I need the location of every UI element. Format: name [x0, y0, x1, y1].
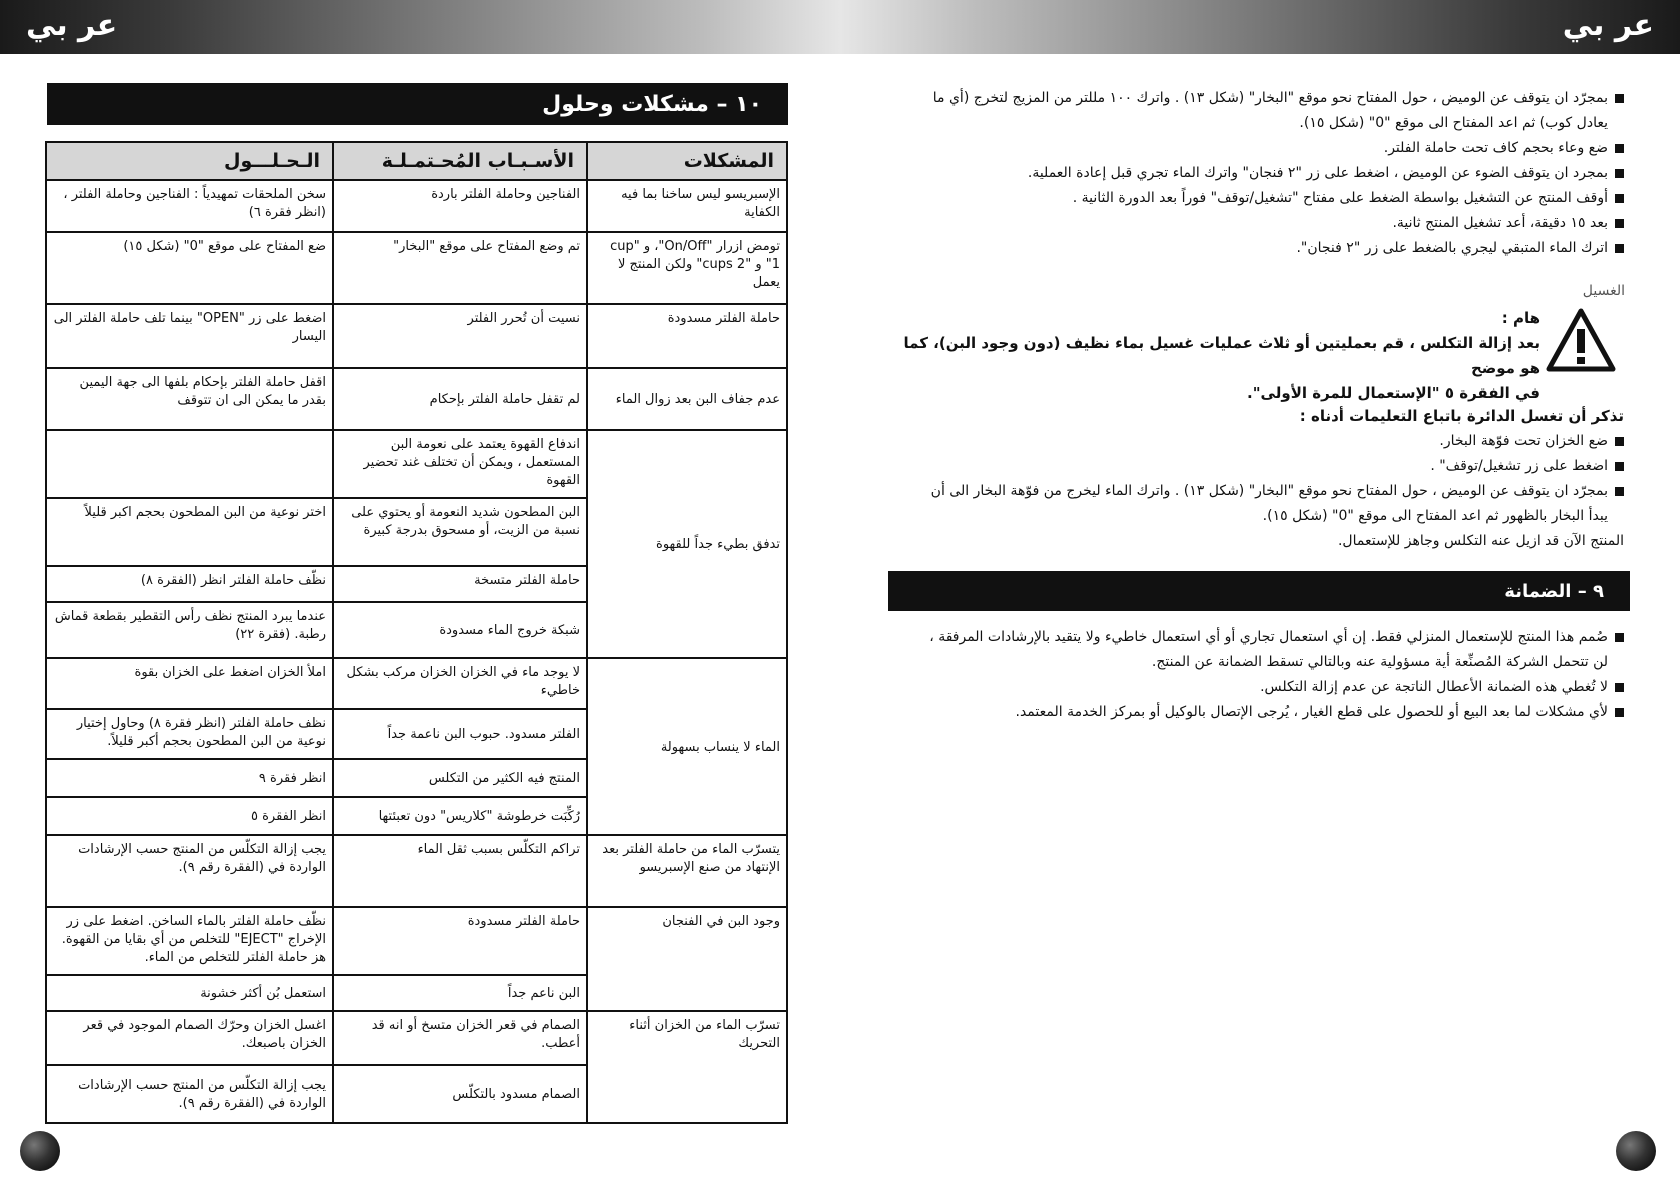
solution-cell: انظر الفقرة ٥: [46, 797, 333, 835]
problem-cell: تومض ازرار "On/Off"، و "cup 1" و "cups 2" ولكن المنتج لا يعمل: [587, 232, 787, 304]
solution-cell: اغسل الخزان وحرّك الصمام الموجود في قعر الخزان باصبعك.: [46, 1011, 333, 1065]
problem-cell: عدم جفاف البن بعد زوال الماء: [587, 368, 787, 430]
list-item: يبدأ البخار بالظهور ثم اعد المفتاح الى موقع "0" (شكل ١٥).: [1262, 508, 1608, 524]
page-dot-right: [1616, 1131, 1656, 1171]
table-row: [46, 430, 787, 498]
list-item: لن تتحمل الشركة المُصنِّعة أية مسؤولية عنه وبالتالي تسقط الضمانة عن المنتج.: [1151, 654, 1608, 670]
list-item: صُمم هذا المنتج للإستعمال المنزلي فقط. إن أي استعمال تجاري أو أي استعمال خاطيء ولا يتقيد بالإرشادات المرفقة ،: [890, 625, 1624, 650]
rinse-instructions: [890, 404, 1624, 554]
list-item: لأي مشكلات لما بعد البيع أو للحصول على قطع الغيار ، يُرجى الإتصال بالوكيل أو بمركز الخدمة المعتمد.: [890, 700, 1624, 725]
header-language-left: عر بي: [26, 8, 118, 43]
section-title-warranty: ٩ – الضمانة: [888, 571, 1630, 611]
list-item: ضع الخزان تحت فوّهة البخار.: [890, 429, 1624, 454]
table-row: [46, 658, 787, 708]
table-row: [46, 232, 787, 304]
solution-cell: اضغط على زر "OPEN" بينما تلف حاملة الفلتر الى اليسار: [46, 304, 333, 368]
rinse-heading: تذكر أن تغسل الدائرة باتباع التعليمات أدناه :: [1299, 407, 1624, 425]
cause-cell: المنتج فيه الكثير من التكلس: [333, 759, 587, 797]
warning-title: هام :: [1501, 309, 1540, 327]
problem-cell: الإسبريسو ليس ساخنا بما فيه الكفاية: [587, 180, 787, 232]
problem-cell: الماء لا ينساب بسهولة: [587, 658, 787, 834]
solution-cell: اقفل حاملة الفلتر بإحكام بلفها الى جهة اليمين بقدر ما يمكن الى ان تتوقف: [46, 368, 333, 430]
cause-cell: تم وضع المفتاح على موقع "البخار": [333, 232, 587, 304]
problem-cell: وجود البن في الفنجان: [587, 907, 787, 1011]
list-item: بمجرد ان يتوقف الضوء عن الوميض ، اضغط على زر "٢ فنجان" واترك الماء تجري قبل إعادة العملية.: [890, 161, 1624, 186]
table-row: [46, 835, 787, 907]
solution-cell: انظر فقرة ٩: [46, 759, 333, 797]
warning-line: بعد إزالة التكلس ، قم بعمليتين أو ثلاث عمليات غسيل بماء نظيف (دون وجود البن)، كما هو موضح: [903, 334, 1540, 377]
list-item: بمجرّد ان يتوقف عن الوميض ، حول المفتاح نحو موقع "البخار" (شكل ١٣) . واترك الماء ليخرج من فوّهة البخار الى أن: [890, 479, 1624, 504]
washing-heading: الغسيل: [1582, 283, 1625, 299]
problem-cell: يتسرّب الماء من حاملة الفلتر بعد الإنتهاد من صنع الإسبريسو: [587, 835, 787, 907]
cause-cell: اندفاع القهوة يعتمد على نعومة البن المستعمل ، ويمكن أن تختلف غند تحضير القهوة: [333, 430, 587, 498]
cause-cell: لا يوجد ماء في الخزان الخزان مركب بشكل خاطيء: [333, 658, 587, 708]
cause-cell: تراكم التكلّس بسبب ثقل الماء: [333, 835, 587, 907]
solution-cell: نظّف حاملة الفلتر انظر (الفقرة ٨): [46, 566, 333, 602]
list-item: أوقف المنتج عن التشغيل بواسطة الضغط على مفتاح "تشغيل/توقف" فوراً بعد الدورة الثانية .: [890, 186, 1624, 211]
list-item: ضع وعاء بحجم كاف تحت حاملة الفلتر.: [890, 136, 1624, 161]
page-dot-left: [20, 1131, 60, 1171]
solution-cell: نظف حاملة الفلتر (انظر فقرة ٨) وحاول إختيار نوعية من البن المطحون بحجم أكبر قليلاً.: [46, 709, 333, 759]
list-item: يعادل كوب) ثم اعد المفتاح الى موقع "0" (شكل ١٥).: [1299, 115, 1608, 131]
solution-cell: استعمل بُن أكثر خشونة: [46, 975, 333, 1011]
cause-cell: شبكة خروج الماء مسدودة: [333, 602, 587, 658]
problem-cell: حاملة الفلتر مسدودة: [587, 304, 787, 368]
solution-cell: [46, 430, 333, 498]
list-item: اترك الماء المتبقي ليجري بالضغط على زر "٢ فنجان".: [890, 236, 1624, 261]
section-title-troubleshooting: ١٠ – مشكلات وحلول: [47, 83, 788, 125]
warning-icon: [1545, 307, 1617, 373]
header-solutions: الـحـلـــول: [46, 142, 333, 180]
list-item: اضغط على زر تشغيل/توقف" .: [890, 454, 1624, 479]
problem-cell: تسرّب الماء من الخزان أثناء التحريك: [587, 1011, 787, 1123]
header-language-right: عر بي: [1562, 8, 1654, 43]
solution-cell: عندما يبرد المنتج نظف رأس التقطير بقطعة قماش رطبة. (فقرة ٢٢): [46, 602, 333, 658]
list-item: بعد ١٥ دقيقة، أعد تشغيل المنتج ثانية.: [890, 211, 1624, 236]
table-row: [46, 907, 787, 975]
cause-cell: البن ناعم جداً: [333, 975, 587, 1011]
cause-cell: نسيت أن تُحرر الفلتر: [333, 304, 587, 368]
troubleshooting-table: [45, 141, 788, 1124]
solution-cell: يجب إزالة التكلّس من المنتج حسب الإرشادات الواردة في (الفقرة رقم ٩).: [46, 835, 333, 907]
problem-cell: تدفق بطيء جداً للقهوة: [587, 430, 787, 658]
warning-text: [890, 306, 1540, 406]
cause-cell: الفلتر مسدود. حبوب البن ناعمة جداً: [333, 709, 587, 759]
warranty-list: [890, 625, 1624, 725]
table-header-row: [46, 142, 787, 180]
table-row: [46, 180, 787, 232]
descale-steps: [890, 86, 1624, 261]
solution-cell: يجب إزالة التكلّس من المنتج حسب الإرشادات الواردة في (الفقرة رقم ٩).: [46, 1065, 333, 1123]
solution-cell: نظّف حاملة الفلتر بالماء الساخن. اضغط على زر الإخراج "EJECT" للتخلص من أي بقايا من القهوة. هز حاملة الفلتر للتخلص من الماء.: [46, 907, 333, 975]
header-causes: الأسـبـاب المُحـتمـلـة: [333, 142, 587, 180]
solution-cell: املأ الخزان اضغط على الخزان بقوة: [46, 658, 333, 708]
cause-cell: الصمام في قعر الخزان متسخ أو انه قد أعطب.: [333, 1011, 587, 1065]
header-bar: [0, 0, 1680, 54]
cause-cell: الفناجين وحاملة الفلتر باردة: [333, 180, 587, 232]
solution-cell: سخن الملحقات تمهيدياً : الفناجين وحاملة الفلتر ، (انظر فقرة ٦): [46, 180, 333, 232]
cause-cell: لم تقفل حاملة الفلتر بإحكام: [333, 368, 587, 430]
warning-line: في الفقرة ٥ "الإستعمال للمرة الأولى".: [1247, 384, 1540, 402]
cause-cell: الصمام مسدود بالتكلّس: [333, 1065, 587, 1123]
list-item: لا تُغطي هذه الضمانة الأعطال الناتجة عن عدم إزالة التكلس.: [890, 675, 1624, 700]
list-item: المنتج الآن قد ازيل عنه التكلس وجاهز للإستعمال.: [1337, 533, 1624, 549]
table-row: [46, 1011, 787, 1065]
cause-cell: حاملة الفلتر متسخة: [333, 566, 587, 602]
list-item: بمجرّد ان يتوقف عن الوميض ، حول المفتاح نحو موقع "البخار" (شكل ١٣) . واترك ١٠٠ مللتر من المزيج لتخرج (أي ما: [890, 86, 1624, 111]
solution-cell: ضع المفتاح على موقع "0" (شكل ١٥): [46, 232, 333, 304]
cause-cell: البن المطحون شديد النعومة أو يحتوي على نسبة من الزيت، أو مسحوق بدرجة كبيرة: [333, 498, 587, 566]
header-problems: المشكلات: [587, 142, 787, 180]
cause-cell: رُكِّبَت خرطوشة "كلاريس" دون تعبئتها: [333, 797, 587, 835]
cause-cell: حاملة الفلتر مسدودة: [333, 907, 587, 975]
table-row: [46, 304, 787, 368]
solution-cell: اختر نوعية من البن المطحون بحجم اكبر قليلاً: [46, 498, 333, 566]
table-row: [46, 368, 787, 430]
